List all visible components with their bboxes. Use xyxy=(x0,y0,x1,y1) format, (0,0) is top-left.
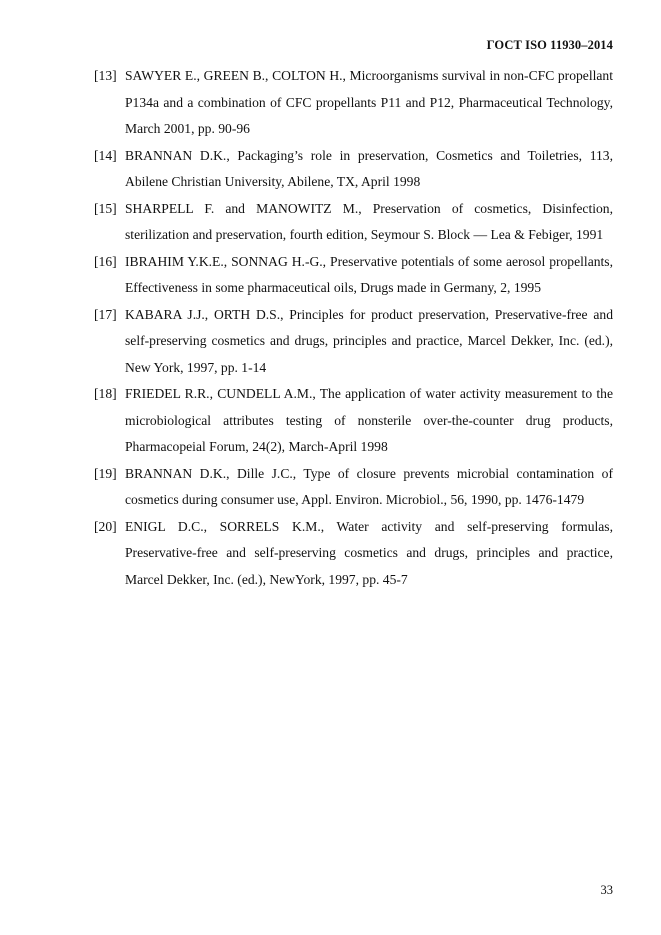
bibliography-list xyxy=(94,63,613,593)
reference-item xyxy=(94,143,613,196)
reference-item xyxy=(94,63,613,143)
reference-number: [13] xyxy=(94,68,117,83)
reference-text: BRANNAN D.K., Packaging’s role in preservation, Cosmetics and Toiletries, 113, Abilene Christian University, Abilene, TX, April 1998 xyxy=(125,147,613,189)
reference-number: [16] xyxy=(94,253,117,269)
reference-text: BRANNAN D.K., Dille J.C., Type of closure prevents microbial contamination of cosmetics during consumer use, Appl. Environ. Microbiol., 56, 1990, pp. 1476-1479 xyxy=(125,465,613,507)
reference-item xyxy=(94,249,613,302)
reference-text: FRIEDEL R.R., CUNDELL A.M., The application of water activity measurement to the microbiological attributes testing of nonsterile over-the-counter drug products, Pharmacopeial Forum, 24(2), March-April 1998 xyxy=(125,386,613,454)
reference-text: ENIGL D.C., SORRELS K.M., Water activity and self-preserving formulas, Preservative-free and self-preserving cosmetics and drugs, principles and practice, Marcel Dekker, Inc. (ed.), NewYork, 1997, pp. 45-7 xyxy=(125,518,613,587)
reference-number: [18] xyxy=(94,386,117,401)
reference-number: [19] xyxy=(94,465,117,481)
reference-number: [20] xyxy=(94,518,117,534)
reference-item xyxy=(94,196,613,249)
page-number: 33 xyxy=(600,883,613,897)
reference-text: KABARA J.J., ORTH D.S., Principles for product preservation, Preservative-free and self-preserving cosmetics and drugs, principles and practice, Marcel Dekker, Inc. (ed.), New York, 1997, pp. 1-14 xyxy=(125,306,613,375)
reference-item xyxy=(94,514,613,594)
reference-item xyxy=(94,461,613,514)
reference-item xyxy=(94,302,613,382)
reference-number: [15] xyxy=(94,200,117,216)
document-standard-header: ГОСТ ISO 11930–2014 xyxy=(486,38,613,52)
reference-text: SAWYER E., GREEN B., COLTON H., Microorganisms survival in non-CFC propellant P134a and a combination of CFC propellants P11 and P12, Pharmaceutical Technology, March 2001, pp. 90-96 xyxy=(125,68,613,136)
reference-item xyxy=(94,381,613,461)
reference-number: [17] xyxy=(94,306,117,322)
reference-text: SHARPELL F. and MANOWITZ M., Preservation of cosmetics, Disinfection, sterilization and preservation, fourth edition, Seymour S. Block — Lea & Febiger, 1991 xyxy=(125,200,613,242)
reference-number: [14] xyxy=(94,147,117,163)
reference-text: IBRAHIM Y.K.E., SONNAG H.-G., Preservative potentials of some aerosol propellants, Effectiveness in some pharmaceutical oils, Drugs made in Germany, 2, 1995 xyxy=(125,253,613,295)
